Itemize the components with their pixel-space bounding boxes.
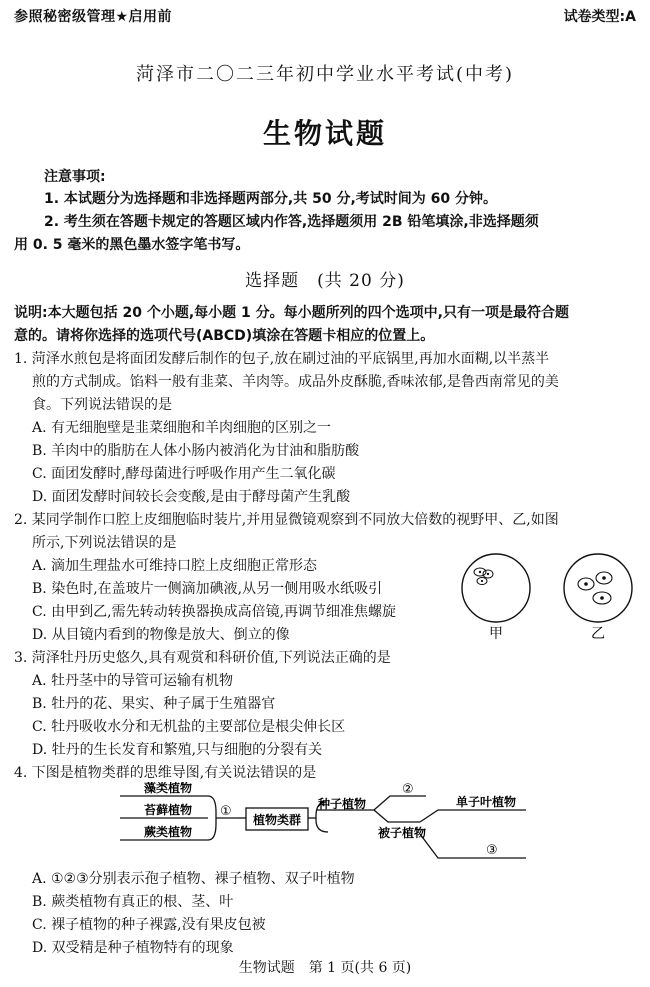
page-footer: 生物试题 第 1 页(共 6 页) xyxy=(238,960,412,976)
q2-stem-line-2: 所示,下列说法错误的是 xyxy=(32,535,177,551)
confidentiality-label: 参照秘密级管理★启用前 xyxy=(14,9,173,25)
q2-option-b: B. 染色时,在盖玻片一侧滴加碘液,从另一侧用吸水纸吸引 xyxy=(32,581,383,597)
field-label-jia: 甲 xyxy=(489,626,503,642)
q1-stem-line-2: 煎的方式制成。馅料一般有韭菜、羊肉等。成品外皮酥脆,香味浓郁,是鲁西南常见的美 xyxy=(32,374,559,390)
mindmap-seed-plant: 种子植物 xyxy=(318,797,367,811)
mindmap-circle-1: ① xyxy=(220,804,232,819)
paper-type-label: 试卷类型:A xyxy=(563,9,636,25)
notice-item-1: 1. 本试题分为选择题和非选择题两部分,共 50 分,考试时间为 60 分钟。 xyxy=(44,191,498,207)
q4-option-c: C. 裸子植物的种子裸露,没有果皮包被 xyxy=(32,917,266,933)
mindmap-fern: 蕨类植物 xyxy=(144,825,193,839)
q3-option-d: D. 牡丹的生长发育和繁殖,只与细胞的分裂有关 xyxy=(32,742,323,758)
q3-option-c: C. 牡丹吸收水分和无机盐的主要部位是根尖伸长区 xyxy=(32,719,346,735)
notice-item-2-line-2: 用 0. 5 毫米的黑色墨水签字笔书写。 xyxy=(14,237,250,253)
q2-stem-line-1: 2. 某同学制作口腔上皮细胞临时装片,并用显微镜观察到不同放大倍数的视野甲、乙,如图 xyxy=(14,512,559,528)
q3-option-a: A. 牡丹茎中的导管可运输有机物 xyxy=(32,673,234,689)
q4-option-d: D. 双受精是种子植物特有的现象 xyxy=(32,940,234,956)
microscope-fields-figure xyxy=(452,552,642,644)
q3-option-b: B. 牡丹的花、果实、种子属于生殖器官 xyxy=(32,696,276,712)
subject-title: 生物试题 xyxy=(262,117,387,150)
mindmap-moss: 苔藓植物 xyxy=(144,803,193,817)
q4-option-b: B. 蕨类植物有真正的根、茎、叶 xyxy=(32,894,234,910)
field-label-yi: 乙 xyxy=(591,626,605,642)
field-yi xyxy=(564,554,632,622)
plant-groups-mindmap xyxy=(120,782,540,868)
mindmap-circle-2: ② xyxy=(402,782,414,797)
q2-option-d: D. 从目镜内看到的物像是放大、倒立的像 xyxy=(32,627,290,643)
mindmap-algae: 藻类植物 xyxy=(144,782,193,795)
mindmap-monocot: 单子叶植物 xyxy=(456,795,517,809)
q1-option-d: D. 面团发酵时间较长会变酸,是由于酵母菌产生乳酸 xyxy=(32,489,351,505)
q1-stem-line-1: 1. 菏泽水煎包是将面团发酵后制作的包子,放在刷过油的平底锅里,再加水面糊,以半蒸半 xyxy=(14,351,550,367)
section-title: 选择题 (共 20 分) xyxy=(245,271,405,291)
q4-stem: 4. 下图是植物类群的思维导图,有关说法错误的是 xyxy=(14,765,317,781)
q1-option-a: A. 有无细胞壁是韭菜细胞和羊肉细胞的区别之一 xyxy=(32,420,332,436)
field-jia xyxy=(462,554,530,622)
q2-option-c: C. 由甲到乙,需先转动转换器换成高倍镜,再调节细准焦螺旋 xyxy=(32,604,397,620)
instructions-line-2: 意的。请将你选择的选项代号(ABCD)填涂在答题卡相应的位置上。 xyxy=(14,328,435,344)
notice-heading: 注意事项: xyxy=(44,169,106,185)
q4-option-a: A. ①②③分别表示孢子植物、裸子植物、双子叶植物 xyxy=(32,871,355,887)
q1-option-c: C. 面团发酵时,酵母菌进行呼吸作用产生二氧化碳 xyxy=(32,466,336,482)
mindmap-plant-group: 植物类群 xyxy=(252,813,302,827)
instructions-line-1: 说明:本大题包括 20 个小题,每小题 1 分。每小题所列的四个选项中,只有一项是最符合题 xyxy=(14,305,569,321)
exam-title: 菏泽市二〇二三年初中学业水平考试(中考) xyxy=(135,64,515,85)
q3-stem: 3. 菏泽牡丹历史悠久,具有观赏和科研价值,下列说法正确的是 xyxy=(14,650,391,666)
mindmap-angiosperm: 被子植物 xyxy=(378,826,427,840)
notice-item-2-line-1: 2. 考生须在答题卡规定的答题区域内作答,选择题须用 2B 铅笔填涂,非选择题须 xyxy=(44,214,539,230)
q1-stem-line-3: 食。下列说法错误的是 xyxy=(32,397,172,413)
q2-option-a: A. 滴加生理盐水可维持口腔上皮细胞正常形态 xyxy=(32,558,318,574)
q1-option-b: B. 羊肉中的脂肪在人体小肠内被消化为甘油和脂肪酸 xyxy=(32,443,360,459)
mindmap-circle-3: ③ xyxy=(486,843,498,858)
